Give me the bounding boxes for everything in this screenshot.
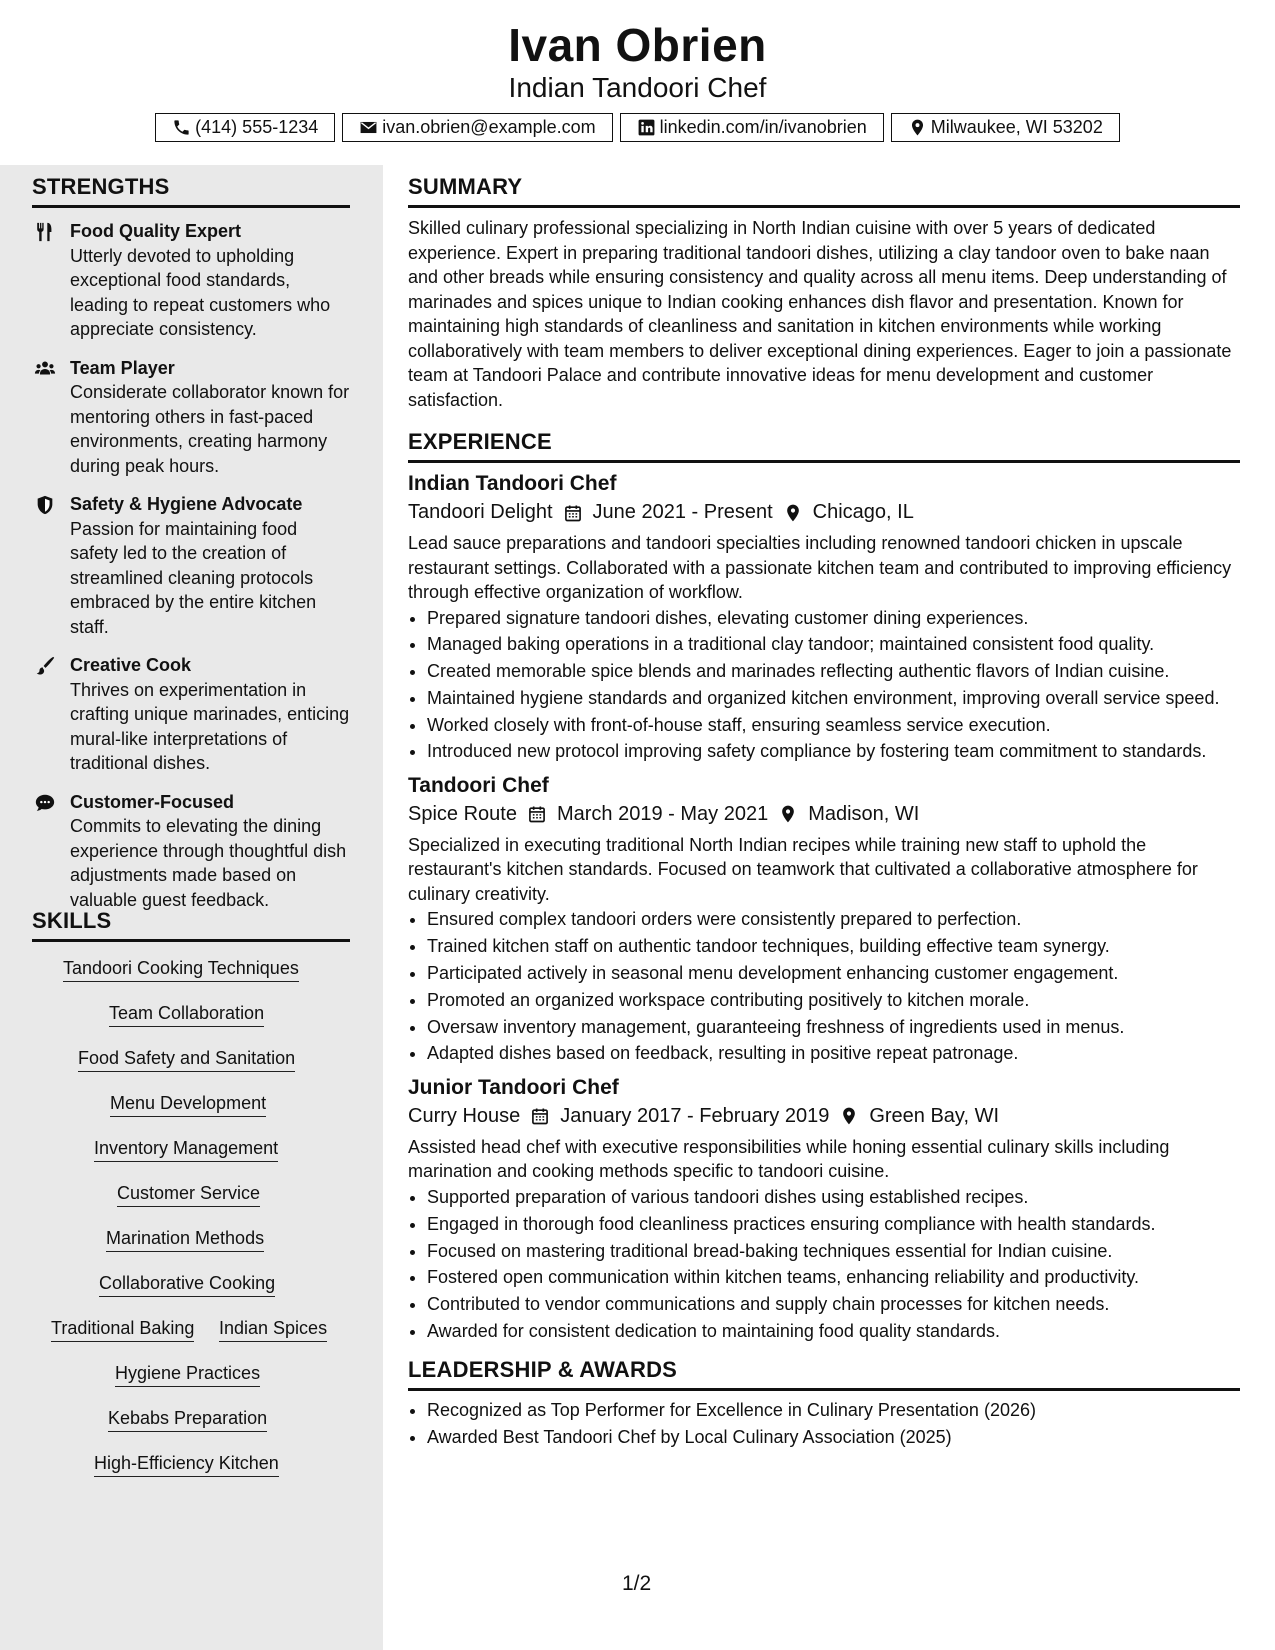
skill-tag: High-Efficiency Kitchen <box>94 1453 279 1477</box>
leadership-heading: LEADERSHIP & AWARDS <box>408 1357 1240 1391</box>
job-meta <box>408 803 1240 826</box>
contact-email[interactable] <box>342 113 612 142</box>
job-bullet: • Fostered open communication within kitchen teams, enhancing reliability and productivity. <box>427 1265 1240 1290</box>
candidate-name: Ivan Obrien <box>508 19 767 71</box>
job-location: Chicago, IL <box>812 501 914 523</box>
job-entry <box>408 774 1240 1066</box>
skill-tag: Hygiene Practices <box>115 1363 260 1387</box>
job-bullet: • Focused on mastering traditional bread-baking techniques essential for Indian cuisine. <box>427 1239 1240 1264</box>
strength-title: Food Quality Expert <box>70 221 242 241</box>
envelope-icon <box>359 118 378 137</box>
job-bullet: • Supported preparation of various tandoori dishes using established recipes. <box>427 1185 1240 1210</box>
resume-header <box>0 0 1275 165</box>
skill-tag: Tandoori Cooking Techniques <box>63 958 299 982</box>
summary-text: Skilled culinary professional specializing in North Indian cuisine with over 5 years of dedicated experience. Expert in preparing traditional tandoori dishes, utilizing a clay tandoor oven to bake naan and other breads while ensuring consistency and quality across all menu items. Deep understanding of marinades and spices unique to Indian cooking enhances dish flavor and presentation. Known for maintaining high standards of cleanliness and sanitation in kitchen environments while working collaboratively with team members to deliver exceptional dining experiences. Eager to join a passionate team at Tandoori Palace and contribute innovative ideas for menu development and customer satisfaction. <box>408 218 1232 410</box>
job-title: Junior Tandoori Chef <box>408 1075 619 1099</box>
job-bullet: • Worked closely with front-of-house staff, ensuring seamless service execution. <box>427 713 1240 738</box>
calendar-icon <box>530 1106 550 1126</box>
map-pin-icon <box>908 118 927 137</box>
page-number: 1/2 <box>622 1572 652 1595</box>
phone-text: (414) 555-1234 <box>195 117 319 137</box>
job-bullet: • Created memorable spice blends and marinades reflecting authentic flavors of Indian cuisine. <box>427 659 1240 684</box>
job-dates: June 2021 - Present <box>592 501 773 523</box>
experience-heading: EXPERIENCE <box>408 429 1240 463</box>
leadership-item: • Awarded Best Tandoori Chef by Local Culinary Association (2025) <box>427 1425 1240 1450</box>
skills-heading: SKILLS <box>32 908 350 942</box>
skill-tag: Inventory Management <box>94 1138 278 1162</box>
strength-desc: Passion for maintaining food safety led to the creation of streamlined cleaning protocols embraced by the entire kitchen staff. <box>70 518 317 637</box>
job-description: Specialized in executing traditional North Indian recipes while training new staff to uphold the restaurant's kitchen standards. Focused on teamwork that cultivated a collaborative atmosphere for culinary creativity. <box>408 834 1198 904</box>
linkedin-text: linkedin.com/in/ivanobrien <box>659 117 867 137</box>
strength-desc: Commits to elevating the dining experience through thoughtful dish adjustments made based on valuable guest feedback. <box>70 816 347 910</box>
skill-tag: Customer Service <box>117 1183 260 1207</box>
calendar-icon <box>527 804 547 824</box>
strength-desc: Considerate collaborator known for mentoring others in fast-paced environments, creating harmony during peak hours. <box>70 382 350 476</box>
job-bullet: • Promoted an organized workspace contributing positively to kitchen morale. <box>427 988 1240 1013</box>
skill-tag: Menu Development <box>110 1093 266 1117</box>
calendar-icon <box>563 503 583 523</box>
job-meta <box>408 1105 1240 1128</box>
job-bullet: • Trained kitchen staff on authentic tandoor techniques, building effective team synergy. <box>427 934 1240 959</box>
strength-item <box>32 492 350 639</box>
map-pin-icon <box>778 804 798 824</box>
leadership-item: • Recognized as Top Performer for Excellence in Culinary Presentation (2026) <box>427 1398 1240 1423</box>
utensils-icon <box>34 221 56 243</box>
job-title: Indian Tandoori Chef <box>408 472 617 495</box>
strength-title: Customer-Focused <box>70 791 235 812</box>
job-description: Lead sauce preparations and tandoori specialties including renowned tandoori chicken in upscale restaurant settings. Collaborated with a passionate kitchen team and contributed to improving efficiency through effective organization of workflow. <box>408 533 1232 602</box>
job-bullets <box>408 606 1240 764</box>
job-company: Tandoori Delight <box>408 501 553 523</box>
email-text: ivan.obrien@example.com <box>382 117 596 137</box>
job-bullets <box>408 1185 1240 1343</box>
job-dates: March 2019 - May 2021 <box>556 802 769 825</box>
skills-section <box>32 908 350 1508</box>
job-bullet: • Oversaw inventory management, guaranteeing freshness of ingredients used in menus. <box>427 1015 1240 1040</box>
leadership-list <box>408 1398 1240 1449</box>
job-entry <box>408 472 1240 764</box>
job-bullet: • Participated actively in seasonal menu development enhancing customer engagement. <box>427 961 1240 986</box>
strength-title: Safety & Hygiene Advocate <box>70 494 303 514</box>
users-icon <box>34 358 56 380</box>
shield-icon <box>34 494 56 516</box>
experience-section <box>408 429 1240 1343</box>
job-description: Assisted head chef with executive responsibilities while honing essential culinary skills including marination and cooking methods specific to tandoori cuisine. <box>408 1136 1170 1182</box>
contact-location <box>891 113 1120 142</box>
sidebar <box>0 165 383 1650</box>
strengths-heading: STRENGTHS <box>32 174 350 208</box>
job-location: Green Bay, WI <box>869 1104 999 1127</box>
job-bullet: • Maintained hygiene standards and organized kitchen environment, improving overall service speed. <box>427 686 1240 711</box>
skill-tag: Indian Spices <box>219 1318 327 1342</box>
job-company: Curry House <box>408 1104 521 1127</box>
job-bullet: • Managed baking operations in a traditional clay tandoor; maintained consistent food quality. <box>427 632 1240 657</box>
strength-item <box>32 219 350 342</box>
strength-item <box>32 790 350 913</box>
job-company: Spice Route <box>408 802 517 825</box>
skill-tag: Team Collaboration <box>109 1003 264 1027</box>
skill-tag: Kebabs Preparation <box>108 1408 267 1432</box>
linkedin-icon <box>637 118 656 137</box>
job-bullet: • Prepared signature tandoori dishes, elevating customer dining experiences. <box>427 606 1240 631</box>
paintbrush-icon <box>34 655 56 677</box>
job-bullet: • Contributed to vendor communications and supply chain processes for kitchen needs. <box>427 1292 1240 1317</box>
job-location: Madison, WI <box>808 802 920 825</box>
strengths-section <box>32 174 350 912</box>
map-pin-icon <box>783 503 803 523</box>
job-bullet: • Awarded for consistent dedication to maintaining food quality standards. <box>427 1319 1240 1344</box>
strength-item <box>32 653 350 776</box>
summary-heading: SUMMARY <box>408 174 1240 208</box>
skill-tag: Traditional Baking <box>51 1318 194 1342</box>
location-text: Milwaukee, WI 53202 <box>930 117 1103 137</box>
phone-icon <box>172 118 191 137</box>
job-bullet: • Ensured complex tandoori orders were consistently prepared to perfection. <box>427 907 1240 932</box>
candidate-title: Indian Tandoori Chef <box>508 72 767 103</box>
contact-linkedin[interactable] <box>620 113 884 142</box>
skill-tag: Food Safety and Sanitation <box>78 1048 295 1072</box>
strength-item <box>32 356 350 479</box>
skill-tag: Marination Methods <box>106 1228 264 1252</box>
comment-icon <box>34 792 56 814</box>
main-column <box>408 165 1240 1452</box>
job-bullet: • Engaged in thorough food cleanliness practices ensuring compliance with health standards. <box>427 1212 1240 1237</box>
job-bullet: • Adapted dishes based on feedback, resulting in positive repeat patronage. <box>427 1041 1240 1066</box>
contact-bar <box>0 113 1275 142</box>
strength-desc: Utterly devoted to upholding exceptional food standards, leading to repeat customers who appreciate consistency. <box>70 245 331 339</box>
strength-desc: Thrives on experimentation in crafting unique marinades, enticing mural-like interpretations of traditional dishes. <box>70 679 350 773</box>
job-bullets <box>408 907 1240 1065</box>
map-pin-icon <box>839 1106 859 1126</box>
job-meta <box>408 501 1240 524</box>
job-title: Tandoori Chef <box>408 773 549 797</box>
leadership-section <box>408 1357 1240 1449</box>
strength-title: Team Player <box>70 357 175 378</box>
skill-tag: Collaborative Cooking <box>99 1273 275 1297</box>
contact-phone[interactable] <box>155 113 335 142</box>
job-dates: January 2017 - February 2019 <box>560 1104 830 1127</box>
job-entry <box>408 1076 1240 1343</box>
strength-title: Creative Cook <box>70 655 192 675</box>
job-bullet: • Introduced new protocol improving safety compliance by fostering team commitment to standards. <box>427 739 1240 764</box>
summary-section <box>408 174 1240 412</box>
